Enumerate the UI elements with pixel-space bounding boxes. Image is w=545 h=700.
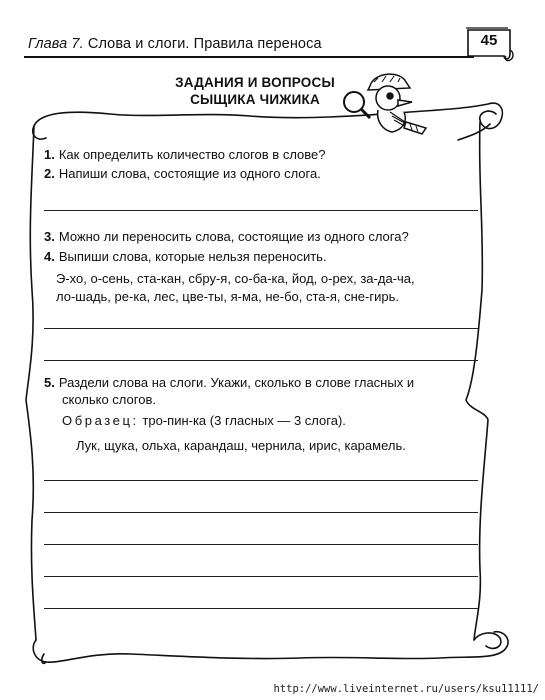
header-rule [24,56,474,58]
words-line-2: ло-шадь, ре-ка, лес, цве-ты, я-ма, не-бо, ста-я, сне-гирь. [56,289,399,304]
question-4-number: 4. [44,249,55,264]
sample-label: Образец: [62,413,139,428]
question-2-number: 2. [44,166,55,181]
question-3-number: 3. [44,229,55,244]
answer-line[interactable] [44,360,478,361]
answer-line[interactable] [44,328,478,329]
question-5-text-line1: Раздели слова на слоги. Укажи, сколько в слове гласных и [58,375,415,390]
question-4 [44,248,484,265]
page-number: 45 [480,32,498,49]
answer-line[interactable] [44,480,478,481]
detective-bird-illustration [330,64,440,144]
words-task5: Лук, щука, ольха, карандаш, чернила, ирис, карамель. [76,438,406,453]
answer-line[interactable] [44,576,478,577]
question-1-text: Как определить количество слогов в слове? [58,147,326,162]
sample-text: тро-пин-ка (3 гласных — 3 слога). [142,413,346,428]
question-2 [44,165,484,182]
words-line-1: Э-хо, о-сень, ста-кан, сбру-я, со-ба-ка, йод, о-рех, за-да-ча, [56,271,415,286]
question-5 [44,374,484,391]
answer-line[interactable] [44,512,478,513]
answer-line[interactable] [44,544,478,545]
question-4-text: Выпиши слова, которые нельзя переносить. [58,249,327,264]
section-title-line1: ЗАДАНИЯ И ВОПРОСЫ [175,75,335,90]
question-5-text-line2: сколько слогов. [62,392,156,407]
chapter-header [28,36,322,52]
question-2-text: Напиши слова, состоящие из одного слога. [58,166,321,181]
question-1-number: 1. [44,147,55,162]
answer-line[interactable] [44,608,478,609]
chapter-label: Глава 7. [28,36,84,52]
question-5-number: 5. [44,375,55,390]
question-3 [44,228,484,245]
answer-line[interactable] [44,210,478,211]
question-3-text: Можно ли переносить слова, состоящие из одного слога? [58,229,409,244]
question-1 [44,146,484,163]
sample [62,412,346,429]
section-title [150,74,360,108]
page-number-badge [464,24,514,64]
chapter-title: Слова и слоги. Правила переноса [87,36,322,52]
footer-url: http://www.liveinternet.ru/users/ksu11111/ [273,683,539,695]
section-title-line2: СЫЩИКА ЧИЖИКА [190,92,320,107]
